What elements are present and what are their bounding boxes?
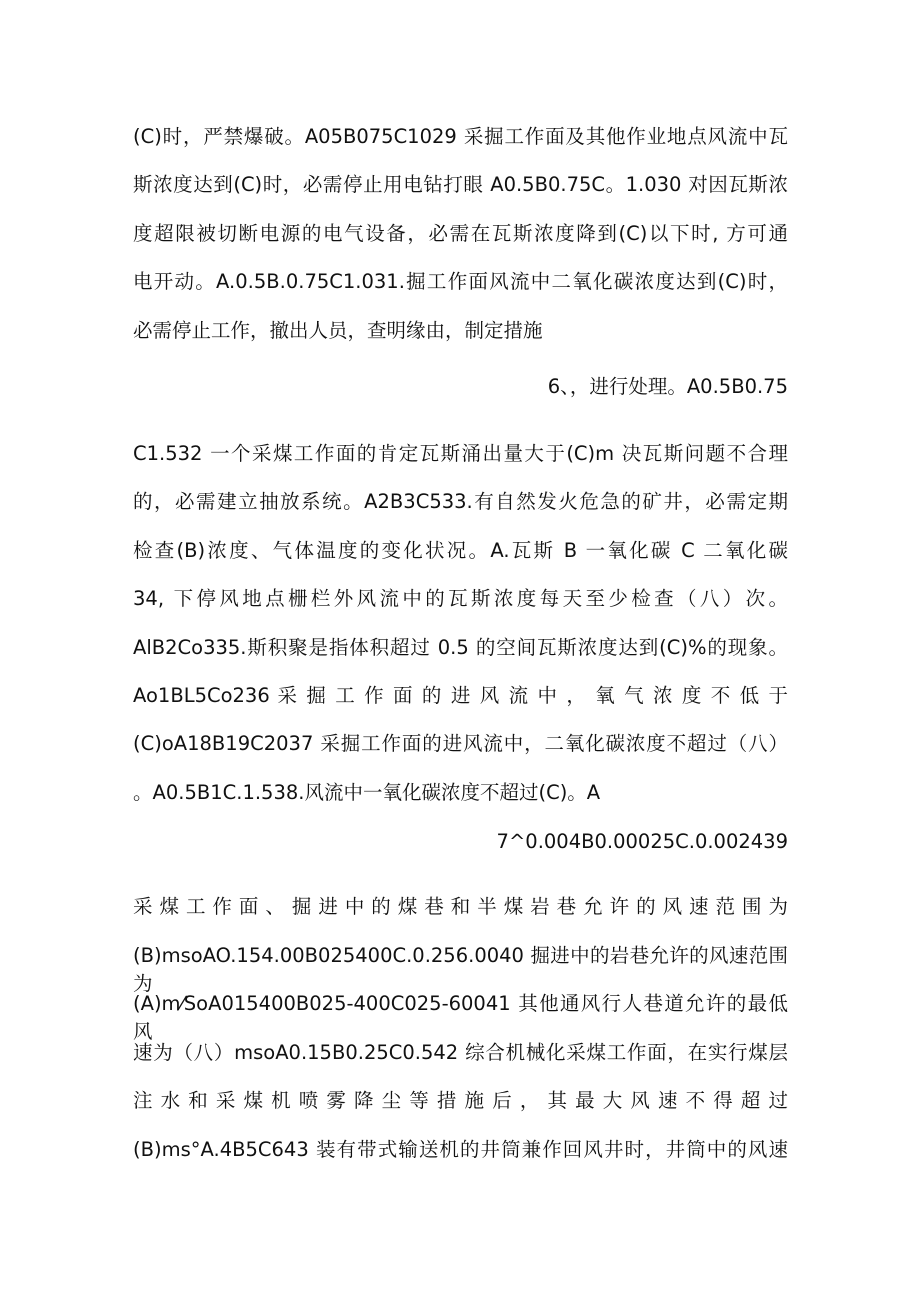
text-line: Ao1BL5Co236 采 掘 工 作 面 的 进 风 流 中 ， 氧 气 浓 度 不 低 于 [133,684,788,707]
text-line: (C)oA18B19C2037 采掘工作面的进风流中，二氧化碳浓度不超过（八） [133,732,788,755]
text-line: (B)ms°A.4B5C643 装有带式输送机的井筒兼作回风井时，井筒中的风速 [133,1138,788,1161]
text-line: (B)msoAO.154.00B025400C.0.256.0040 掘进中的岩巷允许的风速范围为 [133,944,788,995]
text-line: 注 水 和 采 煤 机 喷 雾 降 尘 等 措 施 后 ， 其 最 大 风 速 不 得 超 过 [133,1089,788,1112]
text-line: 斯浓度达到(C)时，必需停止用电钻打眼 A0.5B0.75C。1.030 对因瓦斯浓 [133,173,788,196]
text-line: 速为（八）msoA0.15B0.25C0.542 综合机械化采煤工作面，在实行煤层 [133,1041,788,1064]
text-line: (A)m⁄SoA015400B025-400C025-60041 其他通风行人巷道允许的最低风 [133,992,788,1043]
text-line: 34, 下停风地点栅栏外风流中的瓦斯浓度每天至少检查（八）次。 [133,587,788,610]
text-line: 采 煤 工 作 面 、 掘 进 中 的 煤 巷 和 半 煤 岩 巷 允 许 的 风 速 范 围 为 [133,895,788,918]
text-line: 检查(B)浓度、气体温度的变化状况。A.瓦斯 B 一氧化碳 C 二氧化碳 [133,539,788,562]
text-line: (C)时，严禁爆破。A05B075C1029 采掘工作面及其他作业地点风流中瓦 [133,125,788,148]
text-line: 电开动。A.0.5B.0.75C1.031.掘工作面风流中二氧化碳浓度达到(C)时， [133,270,788,293]
text-line: 。A0.5B1C.1.538.风流中一氧化碳浓度不超过(C)。A [133,781,601,804]
text-line: 7^0.004B0.00025C.0.002439 [496,830,788,853]
text-line: 的，必需建立抽放系统。A2B3C533.有自然发火危急的矿井，必需定期 [133,490,788,513]
text-line: C1.532 一个采煤工作面的肯定瓦斯涌出量大于(C)m 决瓦斯问题不合理 [133,442,788,465]
text-line: 6、，进行处理。A0.5B0.75 [547,375,788,398]
text-line: AlB2Co335.斯积聚是指体积超过 0.5 的空间瓦斯浓度达到(C)%的现象。 [133,636,788,659]
text-line: 度超限被切断电源的电气设备，必需在瓦斯浓度降到(C)以下时, 方可通 [133,222,788,245]
text-line: 必需停止工作，撤出人员，查明缘由，制定措施 [133,319,543,342]
